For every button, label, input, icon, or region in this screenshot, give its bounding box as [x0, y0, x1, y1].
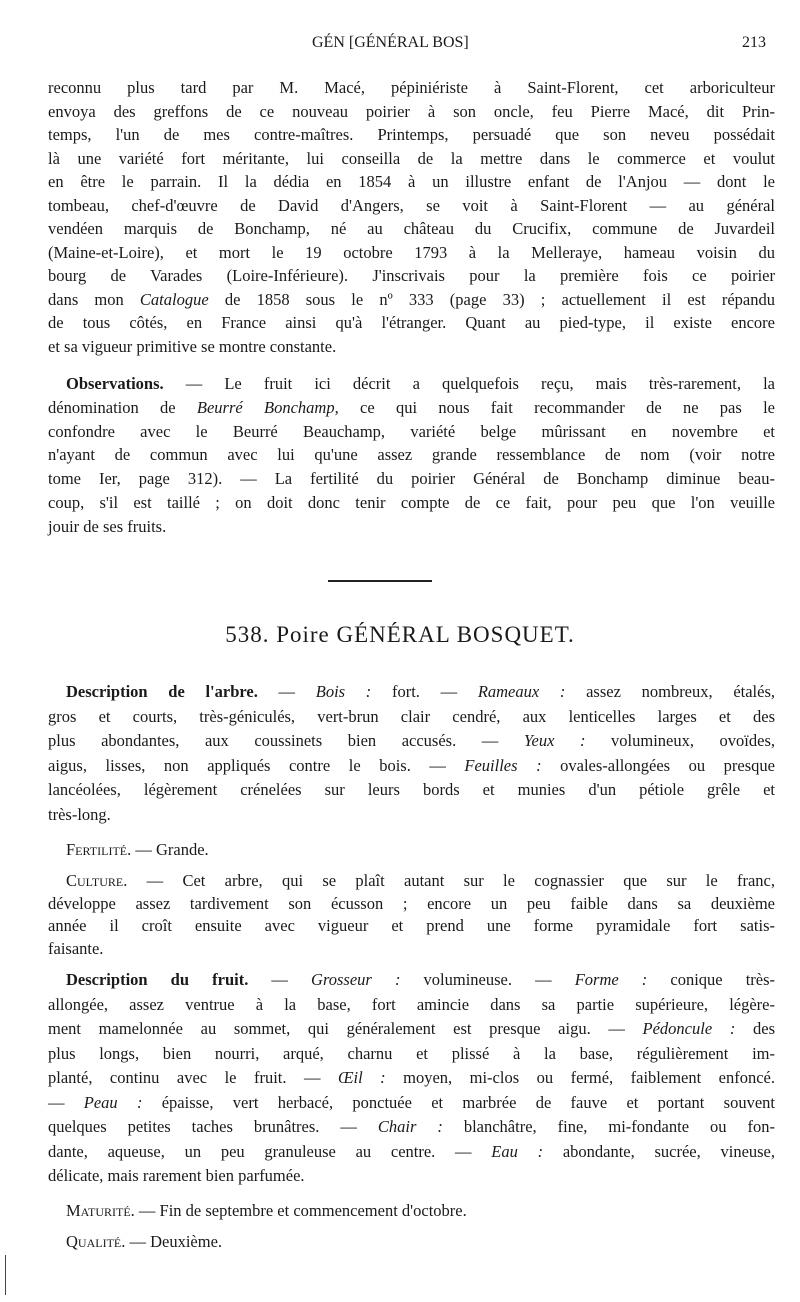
text-run: lancéolées, légèrement crénelées sur leurs bords et munies d'un pétiole grêle et: [48, 780, 775, 799]
text-run: planté, continu avec le fruit. —: [48, 1068, 338, 1087]
text-line: [48, 100, 775, 124]
text-run: gros et courts, très-géniculés, vert-brun clair cendré, aux lenticelles larges et des: [48, 706, 775, 726]
text-line: [48, 491, 775, 515]
text-line: [48, 968, 775, 993]
text-run: ce qui nous fait recommander de ne pas le: [338, 397, 776, 417]
text-line: [48, 915, 775, 938]
paragraph-quality: [48, 1230, 775, 1254]
run-in-heading: Observations.: [66, 374, 164, 393]
text-line: [48, 288, 775, 312]
text-line: [48, 420, 775, 444]
text-line: [48, 123, 775, 147]
text-line: [48, 170, 775, 194]
text-run: année il croît ensuite avec vigueur et prend une forme pyramidale fort satis-: [48, 916, 775, 935]
italic-text: Peau :: [83, 1092, 143, 1112]
text-run: quelques petites taches brunâtres. —: [48, 1117, 378, 1136]
text-line: [48, 241, 775, 265]
text-run: moyen, mi-clos ou fermé, faiblement enfoncé.: [385, 1068, 776, 1087]
paragraph-tree-description: [48, 680, 775, 827]
text-run: tome Ier, page 312). — La fertilité du poirier Général de Bonchamp diminue beau-: [48, 469, 775, 489]
page-number: 213: [742, 34, 766, 51]
text-line: [48, 1042, 775, 1067]
text-run: ment mamelonnée au sommet, qui généralement est presque aigu. —: [48, 1019, 643, 1038]
text-run: ovales-allongées ou presque: [541, 755, 775, 775]
text-run: —: [248, 970, 312, 989]
italic-text: Yeux :: [523, 731, 586, 750]
paragraph-maturity: [48, 1199, 775, 1223]
page-edge-mark: [5, 1255, 6, 1295]
text-run: —: [257, 682, 316, 701]
text-line: [48, 803, 775, 828]
text-run: —: [48, 1092, 84, 1112]
text-run: là une variété fort méritante, lui conseilla de la mettre dans le commerce et voulut: [48, 148, 775, 168]
italic-text: Chair :: [377, 1117, 443, 1136]
text-run: en être le parrain. Il la dédia en 1854 à un illustre enfant de l'Anjou — dont le: [48, 172, 775, 191]
text-run: jouir de ses fruits.: [48, 516, 167, 536]
text-run: très-long.: [48, 804, 111, 824]
text-line: [48, 754, 775, 779]
text-line: [48, 372, 775, 396]
text-run: des: [735, 1019, 775, 1038]
text-run: épaisse, vert herbacé, ponctuée et marbrée de fauve et portant souvent: [142, 1092, 775, 1112]
italic-text: Catalogue: [139, 289, 209, 309]
text-run: développe assez tardivement son écusson ; encore un peu faible dans sa deuxième: [48, 893, 775, 913]
text-line: [48, 1091, 775, 1116]
text-line: [48, 680, 775, 705]
text-run: aigus, lisses, non appliqués contre le bois. —: [48, 755, 465, 775]
italic-text: Œil :: [337, 1068, 386, 1087]
text-run: dénomination de: [48, 397, 197, 417]
text-line: [48, 396, 775, 420]
run-in-heading: Description du fruit.: [66, 970, 249, 989]
italic-text: Forme :: [574, 970, 648, 989]
text-run: temps, l'un de mes contre-maîtres. Printemps, persuadé que son neveu possédait: [48, 125, 775, 144]
run-in-heading: Fertilité.: [66, 840, 132, 859]
italic-text: Feuilles :: [464, 755, 542, 775]
paragraph-fruit-description: [48, 968, 775, 1189]
section-title: 538. Poire GÉNÉRAL BOSQUET.: [225, 622, 575, 647]
italic-text: Rameaux :: [477, 682, 566, 701]
text-run: abondante, sucrée, vineuse,: [543, 1141, 776, 1161]
text-run: plus longs, bien nourri, arqué, charnu et plissé à la base, régulièrement im-: [48, 1043, 775, 1063]
italic-text: Grosseur :: [311, 970, 401, 989]
text-line: [48, 870, 775, 893]
paragraph-observations: [48, 372, 775, 539]
text-line: [48, 1230, 775, 1254]
text-run: délicate, mais rarement bien parfumée.: [48, 1166, 305, 1185]
text-run: reconnu plus tard par M. Macé, pépiniériste à Saint-Florent, cet arboriculteur: [48, 78, 775, 97]
text-run: envoya des greffons de ce nouveau poirier à son oncle, feu Pierre Macé, dit Prin-: [48, 101, 775, 121]
paragraph-fertility: [48, 838, 775, 862]
text-run: de tous côtés, en France ainsi qu'à l'étranger. Quant au pied-type, il existe encore: [48, 313, 775, 332]
text-run: volumineuse. —: [400, 970, 575, 989]
text-line: [48, 1199, 775, 1223]
text-run: plus abondantes, aux coussinets bien accusés. —: [48, 731, 524, 750]
text-line: [48, 1164, 775, 1189]
text-line: [48, 1140, 775, 1165]
text-line: [48, 311, 775, 335]
italic-text: Pédoncule :: [642, 1019, 736, 1038]
text-line: [48, 335, 775, 359]
text-run: fort. —: [371, 682, 478, 701]
text-line: [48, 893, 775, 916]
text-line: [48, 264, 775, 288]
text-line: [48, 467, 775, 491]
text-line: [48, 705, 775, 730]
text-run: — Grande.: [131, 840, 209, 859]
run-in-heading: Description de l'arbre.: [66, 682, 258, 701]
text-run: confondre avec le Beurré Beauchamp, variété belge mûrissant en novembre et: [48, 421, 775, 441]
text-run: dante, aqueuse, un peu granuleuse au centre. —: [48, 1141, 492, 1161]
paragraph-culture: [48, 870, 775, 960]
text-line: [48, 147, 775, 171]
paragraph-origin: [48, 76, 775, 358]
text-line: [48, 993, 775, 1018]
text-run: n'ayant de commun avec lui qu'une assez grande ressemblance de nom (voir notre: [48, 445, 775, 465]
italic-text: Beurré Bonchamp,: [196, 397, 339, 417]
run-in-heading: Maturité.: [66, 1201, 135, 1220]
run-in-heading: Culture.: [66, 871, 128, 890]
text-run: de 1858 sous le nº 333 (page 33) ; actuellement il est répandu: [208, 289, 775, 309]
text-run: dans mon: [48, 289, 140, 309]
text-line: [48, 729, 775, 754]
text-run: conique très-: [647, 970, 776, 989]
text-line: [48, 443, 775, 467]
text-line: [48, 838, 775, 862]
text-line: [48, 1017, 775, 1042]
text-run: tombeau, chef-d'œuvre de David d'Angers, se voit à Saint-Florent — au général: [48, 195, 775, 215]
text-run: vendéen marquis de Bonchamp, né au château du Crucifix, commune de Juvardeil: [48, 219, 775, 238]
text-run: assez nombreux, étalés,: [565, 682, 776, 701]
text-run: volumineux, ovoïdes,: [585, 731, 775, 750]
italic-text: Eau :: [491, 1141, 544, 1161]
text-line: [48, 515, 775, 539]
text-run: blanchâtre, fine, mi-fondante ou fon-: [442, 1117, 775, 1136]
text-run: — Deuxième.: [125, 1232, 223, 1251]
text-line: [48, 76, 775, 100]
run-in-heading: Qualité.: [66, 1232, 126, 1251]
text-run: allongée, assez ventrue à la base, fort amincie dans sa partie supérieure, légère-: [48, 994, 775, 1014]
text-run: faisante.: [48, 938, 104, 958]
text-run: (Maine-et-Loire), et mort le 19 octobre 1793 à la Melleraye, hameau voisin du: [48, 242, 775, 262]
text-run: — Cet arbre, qui se plaît autant sur le cognassier que sur le franc,: [127, 871, 775, 890]
text-run: bourg de Varades (Loire-Inférieure). J'inscrivais pour la première fois ce poirier: [48, 266, 775, 285]
text-line: [48, 938, 775, 961]
text-line: [48, 217, 775, 241]
text-line: [48, 778, 775, 803]
text-line: [48, 1066, 775, 1091]
text-line: [48, 194, 775, 218]
italic-text: Bois :: [315, 682, 372, 701]
running-title: GÉN [GÉNÉRAL BOS]: [312, 34, 469, 51]
text-run: — Le fruit ici décrit a quelquefois reçu, mais très-rarement, la: [163, 374, 775, 393]
text-run: coup, s'il est taillé ; on doit donc tenir compte de ce fait, pour peu que l'on veuille: [48, 492, 775, 512]
text-line: [48, 1115, 775, 1140]
section-divider: [328, 580, 432, 582]
text-run: et sa vigueur primitive se montre constante.: [48, 336, 337, 356]
text-run: — Fin de septembre et commencement d'octobre.: [134, 1201, 467, 1220]
